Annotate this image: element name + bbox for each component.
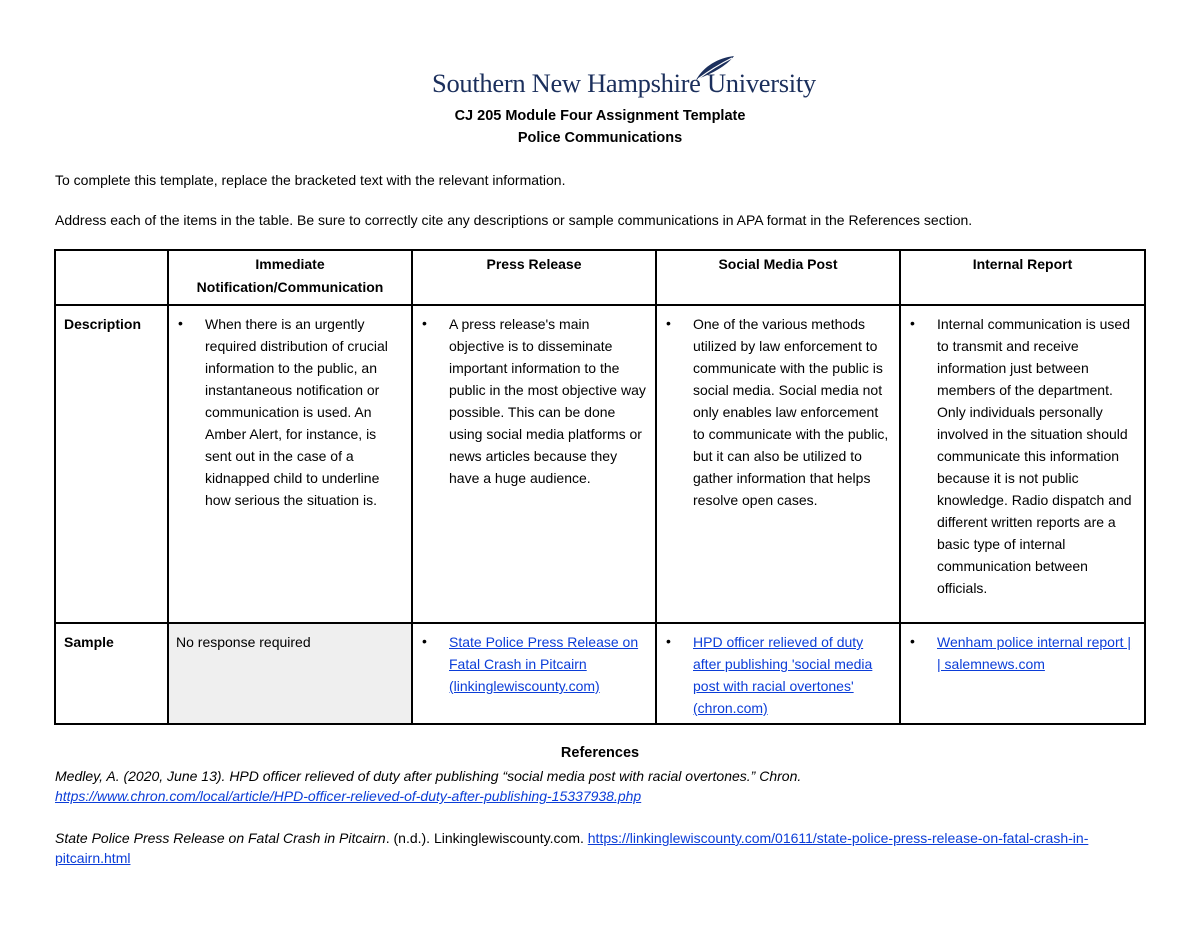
bullet: • [422, 315, 427, 331]
column-header-press-release: Press Release [412, 250, 656, 305]
reference-2 [55, 828, 1145, 868]
table-header-row [55, 250, 1145, 305]
quill-leaf-icon [694, 54, 736, 82]
sample-social-media-link[interactable]: HPD officer relieved of duty after publishing 'social media post with racial overtones' (chron.com) [693, 634, 873, 716]
reference-2-title: State Police Press Release on Fatal Crash in Pitcairn [55, 830, 386, 846]
reference-1 [55, 766, 1145, 806]
row-label-sample: Sample [55, 623, 168, 724]
logo-wordmark: Southern New Hampshire University [432, 68, 816, 98]
bullet: • [178, 315, 183, 331]
bullet: • [422, 633, 427, 649]
bullet: • [910, 315, 915, 331]
description-press-release: • A press release's main objective is to disseminate important information to the public in the most objective way possible. This can be done using social media platforms or news articles because they have a huge audience. [412, 305, 656, 623]
column-header-empty [55, 250, 168, 305]
instruction-line-2: Address each of the items in the table. Be sure to correctly cite any descriptions or sample communications in APA format in the References section. [55, 212, 973, 228]
reference-1-citation: Medley, A. (2020, June 13). HPD officer relieved of duty after publishing “social media post with racial overtones.” Chron. [55, 768, 802, 784]
row-label-description: Description [55, 305, 168, 623]
reference-2-details: . (n.d.). Linkinglewiscounty.com. [385, 830, 584, 846]
sample-social-media [656, 623, 900, 724]
column-header-social-media: Social Media Post [656, 250, 900, 305]
instruction-line-1: To complete this template, replace the bracketed text with the relevant information. [55, 172, 566, 188]
university-logo [432, 56, 816, 102]
reference-1-url[interactable]: https://www.chron.com/local/article/HPD-officer-relieved-of-duty-after-publishing-15337938.php [55, 788, 642, 804]
bullet: • [666, 633, 671, 649]
document-subtitle: Police Communications [517, 130, 683, 146]
description-immediate: • When there is an urgently required distribution of crucial information to the public, an instantaneous notification or communication is used. An Amber Alert, for instance, is sent out in the case of a kidnapped child to underline how serious the situation is. [168, 305, 412, 623]
table-row-description [55, 305, 1145, 623]
communications-table [54, 249, 1146, 725]
document-title: CJ 205 Module Four Assignment Template [454, 108, 746, 124]
sample-internal-report-link[interactable]: Wenham police internal report | | salemnews.com [937, 634, 1132, 672]
sample-internal-report [900, 623, 1145, 724]
sample-press-release [412, 623, 656, 724]
bullet: • [910, 633, 915, 649]
column-header-immediate: Immediate Notification/Communication [168, 250, 412, 305]
references-heading: References [560, 745, 640, 761]
description-internal-report: • Internal communication is used to transmit and receive information just between members of the department. Only individuals personally involved in the situation should communicate this information because it is not public knowledge. Radio dispatch and different written reports are a basic type of internal communication between officials. [900, 305, 1145, 623]
sample-press-release-link[interactable]: State Police Press Release on Fatal Crash in Pitcairn (linkinglewiscounty.com) [449, 634, 639, 694]
reference-2-url[interactable]: https://linkinglewiscounty.com/01611/state-police-press-release-on-fatal-crash-in-pitcairn.html [55, 830, 1089, 866]
table-row-sample [55, 623, 1145, 724]
bullet: • [666, 315, 671, 331]
description-social-media: • One of the various methods utilized by law enforcement to communicate with the public is social media. Social media not only enables law enforcement to communicate with the public, but it can also be utilized to gather information that helps resolve open cases. [656, 305, 900, 623]
sample-immediate: No response required [168, 623, 412, 724]
column-header-internal-report: Internal Report [900, 250, 1145, 305]
